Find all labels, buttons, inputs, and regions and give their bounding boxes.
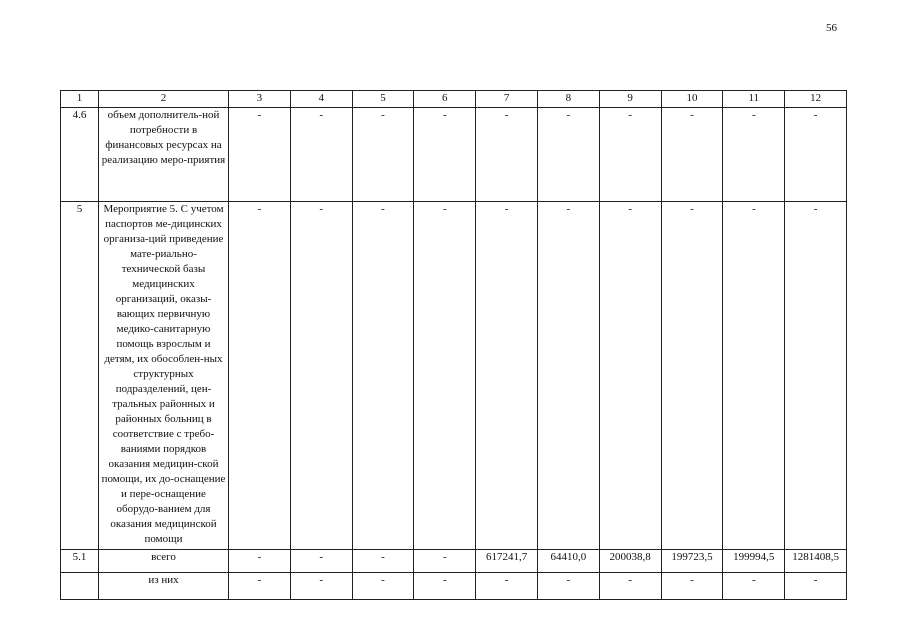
table-cell: -	[352, 108, 414, 202]
table-cell: -	[352, 202, 414, 550]
table-cell: -	[229, 573, 291, 600]
table-cell: -	[723, 108, 785, 202]
table-cell: -	[352, 573, 414, 600]
data-table	[60, 90, 847, 600]
table-cell: -	[476, 202, 538, 550]
table-cell: -	[785, 108, 847, 202]
table-cell: -	[476, 108, 538, 202]
table-cell: -	[414, 550, 476, 573]
table-cell: 200038,8	[599, 550, 661, 573]
header-cell: 5	[352, 91, 414, 108]
table-row	[61, 550, 847, 573]
table-cell: -	[537, 573, 599, 600]
table-cell: -	[414, 108, 476, 202]
header-cell: 11	[723, 91, 785, 108]
table-cell: 617241,7	[476, 550, 538, 573]
row-label: Мероприятие 5. С учетом паспортов ме-дицинских организа-ций приведение мате-риально-технической базы медицинских организаций, оказы-вающих первичную медико-санитарную помощь взрослым и детям, их обособлен-ных структурных подразделений, цен-тральных районных и районных больниц в соответствие с требо-ваниями порядков оказания медицин-ской помощи, их до-оснащение и пере-оснащение оборудо-ванием для оказания медицинской помощи	[99, 202, 229, 550]
table-cell: -	[537, 202, 599, 550]
table-cell: -	[290, 573, 352, 600]
table-cell: -	[599, 108, 661, 202]
table-cell: -	[723, 573, 785, 600]
row-label: из них	[99, 573, 229, 600]
table-cell: 199723,5	[661, 550, 723, 573]
row-number: 5	[61, 202, 99, 550]
table-cell: -	[599, 202, 661, 550]
table-cell: -	[229, 550, 291, 573]
row-label: объем дополнитель-ной потребности в финансовых ресурсах на реализацию меро-приятия	[99, 108, 229, 202]
table-cell: -	[599, 573, 661, 600]
table-cell: 199994,5	[723, 550, 785, 573]
row-label: всего	[99, 550, 229, 573]
table-cell: -	[229, 108, 291, 202]
table-header-row	[61, 91, 847, 108]
table-cell: -	[229, 202, 291, 550]
table-cell: -	[476, 573, 538, 600]
table-row	[61, 202, 847, 550]
header-cell: 8	[537, 91, 599, 108]
header-cell: 10	[661, 91, 723, 108]
table-cell: 1281408,5	[785, 550, 847, 573]
table-cell: -	[290, 108, 352, 202]
header-cell: 1	[61, 91, 99, 108]
row-number: 4.6	[61, 108, 99, 202]
header-cell: 2	[99, 91, 229, 108]
header-cell: 12	[785, 91, 847, 108]
table-row	[61, 573, 847, 600]
header-cell: 4	[290, 91, 352, 108]
table-cell: -	[785, 202, 847, 550]
table-cell: 64410,0	[537, 550, 599, 573]
table-cell: -	[661, 202, 723, 550]
table-cell: -	[290, 550, 352, 573]
page-number: 56	[826, 22, 837, 34]
header-cell: 6	[414, 91, 476, 108]
row-number	[61, 573, 99, 600]
table-cell: -	[414, 573, 476, 600]
header-cell: 3	[229, 91, 291, 108]
table-cell: -	[537, 108, 599, 202]
table-row	[61, 108, 847, 202]
table-cell: -	[785, 573, 847, 600]
table-cell: -	[661, 108, 723, 202]
table-cell: -	[352, 550, 414, 573]
table-cell: -	[290, 202, 352, 550]
row-number: 5.1	[61, 550, 99, 573]
table-cell: -	[661, 573, 723, 600]
header-cell: 9	[599, 91, 661, 108]
header-cell: 7	[476, 91, 538, 108]
table-cell: -	[414, 202, 476, 550]
table-cell: -	[723, 202, 785, 550]
